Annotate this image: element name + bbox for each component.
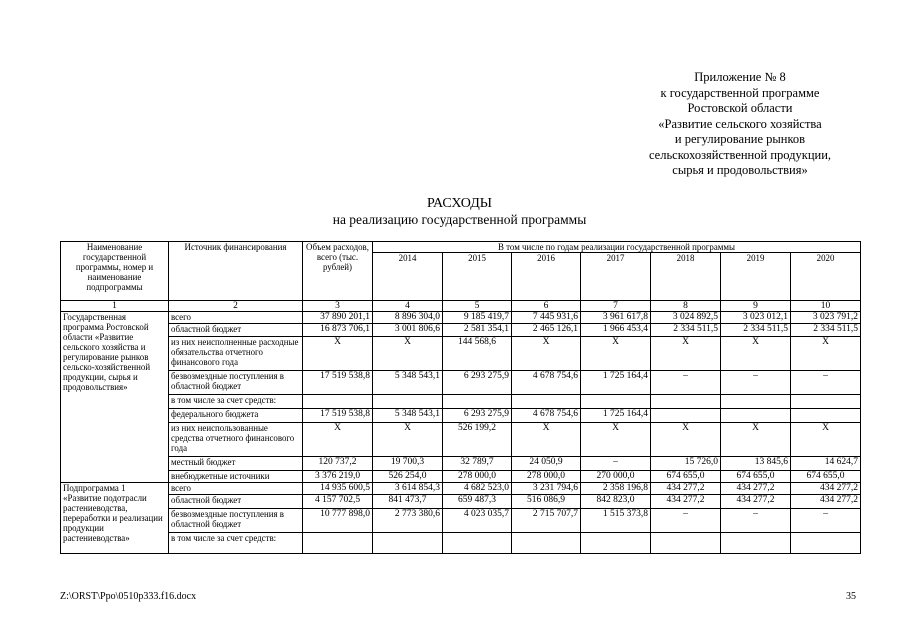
value-cell: 659 487,3	[443, 495, 512, 509]
value-cell: 3 961 617,8	[581, 312, 651, 324]
page-number: 35	[846, 591, 856, 602]
value-cell: 2 334 511,5	[791, 324, 861, 337]
value-cell: 434 277,2	[651, 483, 721, 495]
value-cell: 4 678 754,6	[512, 409, 581, 423]
index-cell: 8	[651, 301, 721, 312]
value-cell: X	[721, 423, 791, 457]
value-cell: 4 678 754,6	[512, 371, 581, 395]
value-cell: 841 473,7	[373, 495, 443, 509]
index-cell: 9	[721, 301, 791, 312]
value-cell	[373, 533, 443, 554]
value-cell: X	[581, 337, 651, 371]
value-cell: 2 581 354,1	[443, 324, 512, 337]
value-cell: –	[791, 509, 861, 533]
table-row	[61, 395, 861, 409]
value-cell	[651, 533, 721, 554]
value-cell: 674 655,0	[651, 471, 721, 483]
value-cell: 4 023 035,7	[443, 509, 512, 533]
appendix-line: к государственной программе	[660, 85, 820, 100]
value-cell: X	[721, 337, 791, 371]
value-cell	[791, 533, 861, 554]
value-cell: 6 293 275,9	[443, 409, 512, 423]
expenses-table	[60, 241, 861, 554]
header-year: 2014	[373, 253, 443, 301]
value-cell: 14 935 600,5	[303, 483, 373, 495]
value-cell: 17 519 538,8	[303, 409, 373, 423]
value-cell: X	[512, 423, 581, 457]
appendix-line: и регулирование рынков	[674, 132, 806, 146]
value-cell: 526 199,2	[443, 423, 512, 457]
subprogram-name: Подпрограмма 1 «Развитие подотрасли растениеводства, переработки и реализации продукции растениеводства»	[61, 483, 169, 554]
source-cell: в том числе за счет средств:	[169, 533, 303, 554]
appendix-header	[600, 70, 880, 179]
appendix-line: сырья и продовольствия»	[672, 163, 808, 177]
header-name: Наименование государственной программы, номер и наименование подпрограммы	[61, 242, 169, 301]
value-cell: 17 519 538,8	[303, 371, 373, 395]
header-year: 2020	[791, 253, 861, 301]
value-cell: 120 737,2	[303, 457, 373, 471]
value-cell: X	[651, 337, 721, 371]
value-cell: 2 465 126,1	[512, 324, 581, 337]
value-cell: X	[303, 423, 373, 457]
value-cell: 10 777 898,0	[303, 509, 373, 533]
value-cell	[443, 533, 512, 554]
source-cell: местный бюджет	[169, 457, 303, 471]
value-cell: 2 773 380,6	[373, 509, 443, 533]
header-year: 2019	[721, 253, 791, 301]
index-cell: 10	[791, 301, 861, 312]
table-row	[61, 457, 861, 471]
source-cell: из них неиспользованные средства отчетного финансового года	[169, 423, 303, 457]
value-cell: 4 157 702,5	[303, 495, 373, 509]
value-cell: 6 293 275,9	[443, 371, 512, 395]
value-cell: –	[581, 457, 651, 471]
value-cell: X	[581, 423, 651, 457]
value-cell: 2 334 511,5	[651, 324, 721, 337]
value-cell: X	[791, 337, 861, 371]
source-cell: внебюджетные источники	[169, 471, 303, 483]
table-row	[61, 423, 861, 457]
table-row	[61, 324, 861, 337]
header-source: Источник финансирования	[169, 242, 303, 301]
value-cell: 144 568,6	[443, 337, 512, 371]
value-cell: 7 445 931,6	[512, 312, 581, 324]
value-cell	[581, 533, 651, 554]
value-cell: 1 515 373,8	[581, 509, 651, 533]
value-cell: 14 624,7	[791, 457, 861, 471]
value-cell: 4 682 523,0	[443, 483, 512, 495]
value-cell: 5 348 543,1	[373, 409, 443, 423]
value-cell: 1 966 453,4	[581, 324, 651, 337]
source-cell: всего	[169, 483, 303, 495]
value-cell	[721, 395, 791, 409]
value-cell: 278 000,0	[512, 471, 581, 483]
header-volume: Объем расходов, всего (тыс. рублей)	[303, 242, 373, 301]
index-row	[61, 301, 861, 312]
value-cell: X	[373, 337, 443, 371]
value-cell: 270 000,0	[581, 471, 651, 483]
header-year: 2018	[651, 253, 721, 301]
appendix-line: сельскохозяйственной продукции,	[648, 147, 832, 162]
value-cell	[791, 395, 861, 409]
header-year: 2017	[581, 253, 651, 301]
value-cell	[581, 395, 651, 409]
source-cell: областной бюджет	[169, 324, 303, 337]
value-cell	[721, 409, 791, 423]
value-cell: 278 000,0	[443, 471, 512, 483]
table-row	[61, 483, 861, 495]
appendix-line: «Развитие сельского хозяйства	[658, 116, 822, 131]
title-line-1: РАСХОДЫ	[427, 196, 492, 211]
index-cell: 2	[169, 301, 303, 312]
value-cell: 32 789,7	[443, 457, 512, 471]
table-row	[61, 495, 861, 509]
value-cell: –	[721, 371, 791, 395]
value-cell: 434 277,2	[791, 495, 861, 509]
table-row	[61, 509, 861, 533]
source-cell: из них неисполненные расходные обязательства отчетного финансового года	[169, 337, 303, 371]
value-cell: 842 823,0	[581, 495, 651, 509]
source-cell: безвозмездные поступления в областной бюджет	[169, 509, 303, 533]
value-cell: 37 890 201,1	[303, 312, 373, 324]
value-cell: 24 050,9	[512, 457, 581, 471]
header-by-years: В том числе по годам реализации государственной программы	[373, 242, 861, 253]
index-cell: 4	[373, 301, 443, 312]
value-cell: 3 024 892,5	[651, 312, 721, 324]
value-cell: 3 231 794,6	[512, 483, 581, 495]
value-cell: 674 655,0	[721, 471, 791, 483]
value-cell: 9 185 419,7	[443, 312, 512, 324]
value-cell: X	[651, 423, 721, 457]
value-cell: 1 725 164,4	[581, 409, 651, 423]
table-row	[61, 533, 861, 554]
value-cell: 526 254,0	[373, 471, 443, 483]
value-cell	[651, 395, 721, 409]
footer-file-path: Z:\ORST\Ppo\0510p333.f16.docx	[60, 591, 197, 602]
index-cell: 1	[61, 301, 169, 312]
table-row	[61, 371, 861, 395]
table-row	[61, 471, 861, 483]
value-cell: 674 655,0	[791, 471, 861, 483]
value-cell	[512, 395, 581, 409]
value-cell: X	[303, 337, 373, 371]
title-line-2: на реализацию государственной программы	[332, 212, 587, 227]
source-cell: федерального бюджета	[169, 409, 303, 423]
value-cell	[651, 409, 721, 423]
value-cell: 3 023 012,1	[721, 312, 791, 324]
value-cell: 16 873 706,1	[303, 324, 373, 337]
source-cell: областной бюджет	[169, 495, 303, 509]
table-row	[61, 409, 861, 423]
appendix-line: Приложение № 8	[694, 70, 786, 84]
value-cell: 3 001 806,6	[373, 324, 443, 337]
value-cell	[791, 409, 861, 423]
value-cell: 434 277,2	[791, 483, 861, 495]
value-cell: 2 715 707,7	[512, 509, 581, 533]
value-cell: 2 358 196,8	[581, 483, 651, 495]
value-cell: X	[373, 423, 443, 457]
value-cell: 8 896 304,0	[373, 312, 443, 324]
value-cell: X	[791, 423, 861, 457]
value-cell	[373, 395, 443, 409]
value-cell: 434 277,2	[721, 495, 791, 509]
document-title	[0, 196, 905, 228]
value-cell: 516 086,9	[512, 495, 581, 509]
value-cell: –	[721, 509, 791, 533]
source-cell: в том числе за счет средств:	[169, 395, 303, 409]
value-cell: 3 023 791,2	[791, 312, 861, 324]
table-row	[61, 312, 861, 324]
value-cell	[303, 533, 373, 554]
index-cell: 5	[443, 301, 512, 312]
source-cell: всего	[169, 312, 303, 324]
index-cell: 7	[581, 301, 651, 312]
value-cell: –	[791, 371, 861, 395]
header-year: 2015	[443, 253, 512, 301]
value-cell: 19 700,3	[373, 457, 443, 471]
value-cell	[303, 395, 373, 409]
value-cell	[512, 533, 581, 554]
value-cell: –	[651, 509, 721, 533]
value-cell	[443, 395, 512, 409]
index-cell: 6	[512, 301, 581, 312]
value-cell: 2 334 511,5	[721, 324, 791, 337]
header-year: 2016	[512, 253, 581, 301]
value-cell: 1 725 164,4	[581, 371, 651, 395]
value-cell	[721, 533, 791, 554]
value-cell: 15 726,0	[651, 457, 721, 471]
table-row	[61, 337, 861, 371]
value-cell: X	[512, 337, 581, 371]
value-cell: 5 348 543,1	[373, 371, 443, 395]
value-cell: 434 277,2	[651, 495, 721, 509]
value-cell: –	[651, 371, 721, 395]
value-cell: 434 277,2	[721, 483, 791, 495]
value-cell: 3 614 854,3	[373, 483, 443, 495]
value-cell: 13 845,6	[721, 457, 791, 471]
source-cell: безвозмездные поступления в областной бюджет	[169, 371, 303, 395]
value-cell: 3 376 219,0	[303, 471, 373, 483]
appendix-line: Ростовской области	[687, 101, 793, 115]
index-cell: 3	[303, 301, 373, 312]
program-name: Государственная программа Ростовской области «Развитие сельского хозяйства и регулирование рынков сельско-хозяйственной продукции, сырья и продовольствия»	[61, 312, 169, 483]
